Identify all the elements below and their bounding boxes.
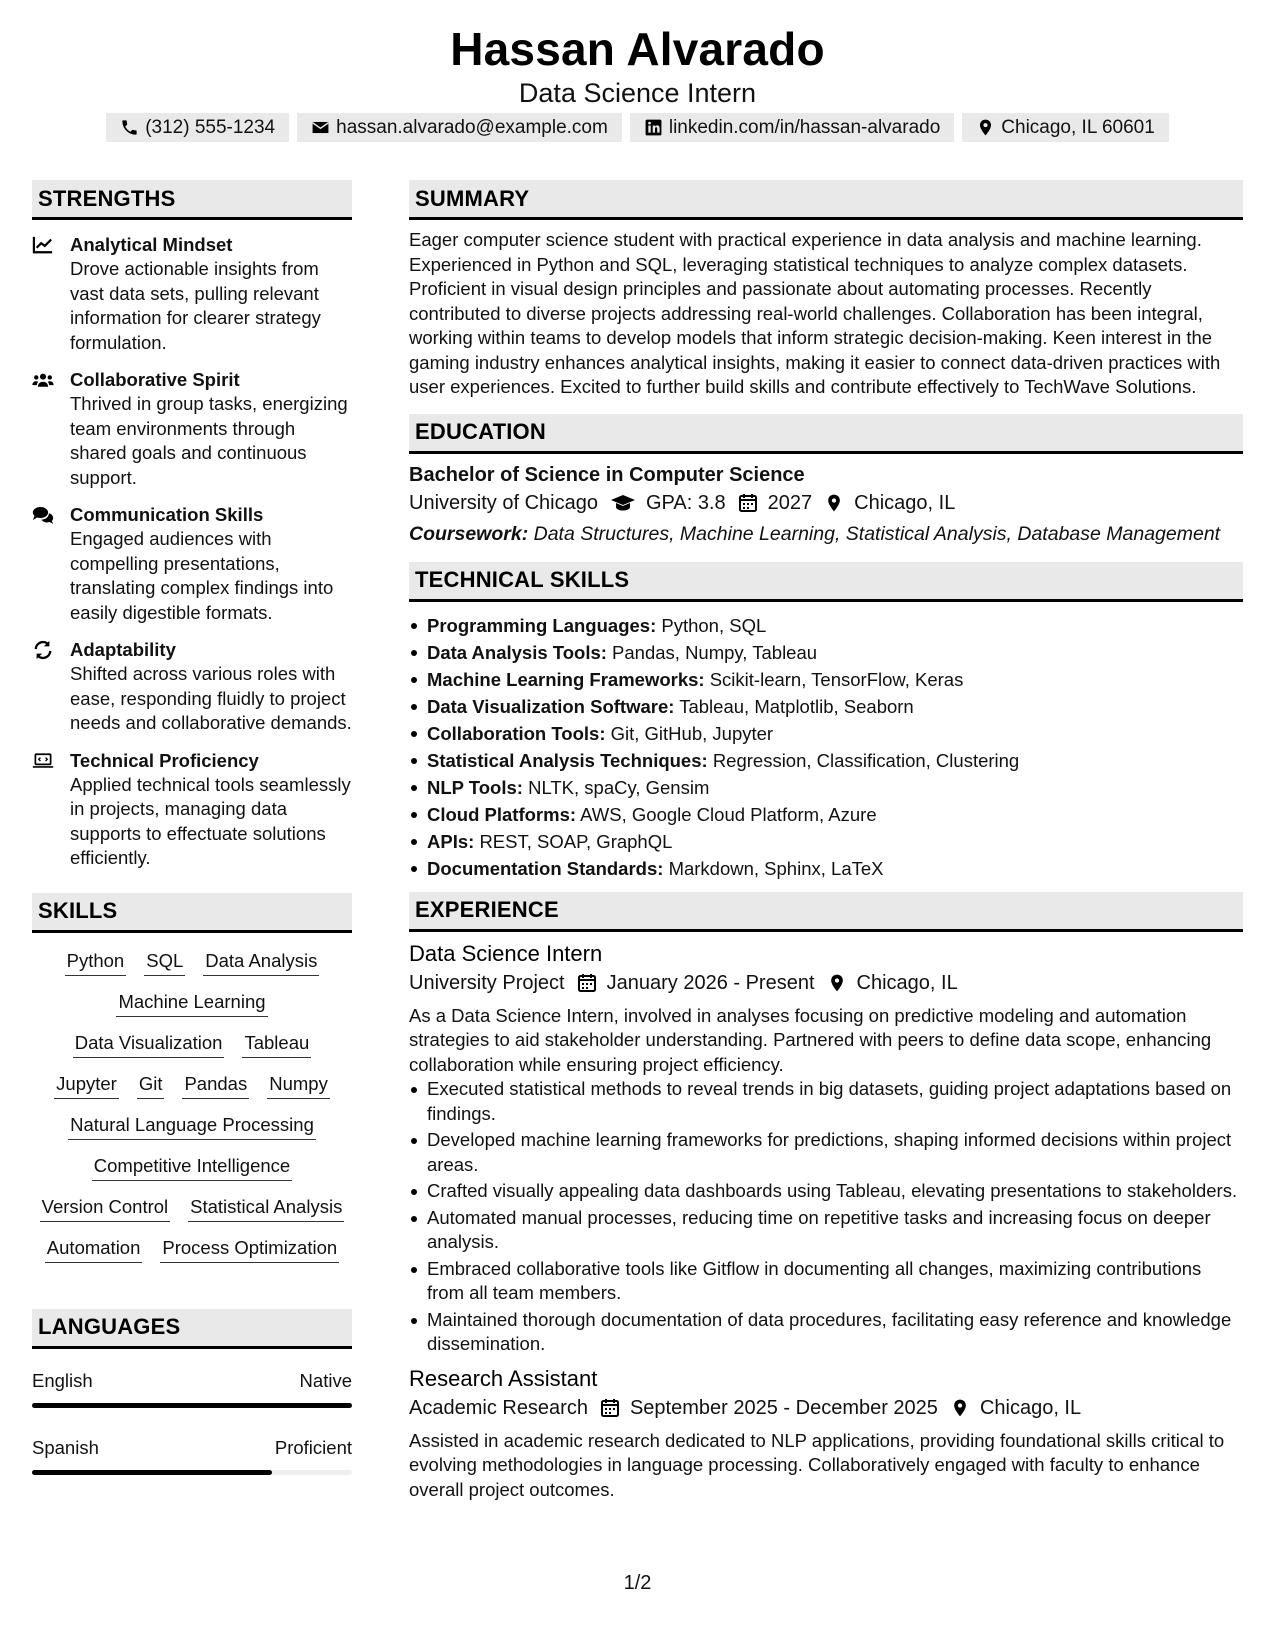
technical-skill-value: NLTK, spaCy, Gensim	[528, 776, 710, 798]
job-entry	[409, 940, 1243, 1357]
technical-skill-value: Git, GitHub, Jupyter	[610, 722, 774, 744]
skill-row	[32, 988, 352, 1017]
job-description: As a Data Science Intern, involved in analyses focusing on predictive modeling and automation strategies to aid stakeholder understanding. Partnered with peers to define data scope, enhancing collaboration while ensuring project efficiency.	[409, 1004, 1212, 1075]
skill-tag: Git	[137, 1070, 165, 1099]
location-text: Chicago, IL 60601	[1001, 116, 1155, 138]
job-bullets	[409, 1077, 1243, 1357]
job-entry	[409, 1365, 1243, 1503]
job-bullet: Developed machine learning frameworks for predictions, shaping informed decisions within project areas.	[409, 1128, 1243, 1177]
job-bullet: Automated manual processes, reducing time on repetitive tasks and increasing focus on deeper analysis.	[409, 1206, 1243, 1255]
language-name: English	[32, 1369, 93, 1391]
strength-title: Analytical Mindset	[70, 234, 233, 255]
strength-item	[32, 368, 352, 490]
phone-icon	[120, 118, 139, 137]
language-name: Spanish	[32, 1436, 99, 1458]
skill-row	[32, 1234, 352, 1263]
strength-desc: Thrived in group tasks, energizing team environments through shared goals and continuous support.	[70, 393, 348, 488]
map-marker-icon	[976, 118, 995, 137]
graduation-cap-icon	[610, 493, 636, 513]
language-bar-fill	[32, 1403, 352, 1408]
linkedin-text: linkedin.com/in/hassan-alvarado	[668, 116, 941, 138]
skill-tag: Version Control	[40, 1193, 170, 1222]
skills-list	[32, 947, 352, 1263]
job-description: Assisted in academic research dedicated to NLP applications, providing foundational skills critical to evolving methodologies in language processing. Collaboratively engaged with faculty to enhance overall project outcomes.	[409, 1429, 1225, 1500]
job-meta	[409, 1393, 1243, 1423]
language-level: Proficient	[274, 1436, 352, 1458]
technical-skill-label: Statistical Analysis Techniques:	[427, 749, 708, 771]
language-level: Native	[299, 1369, 352, 1391]
skill-tag: Machine Learning	[116, 988, 267, 1017]
skills-heading: SKILLS	[32, 893, 352, 933]
strength-item	[32, 233, 352, 355]
skill-row	[32, 1029, 352, 1058]
technical-skill-label: Machine Learning Frameworks:	[427, 668, 705, 690]
left-column	[32, 180, 352, 1475]
technical-skill-value: REST, SOAP, GraphQL	[479, 830, 673, 852]
education-year: 2027	[767, 491, 813, 514]
job-dates: September 2025 - December 2025	[629, 1396, 938, 1419]
language-item	[32, 1436, 352, 1475]
technical-skill-label: Collaboration Tools:	[427, 722, 606, 744]
technical-skill-label: Cloud Platforms:	[427, 803, 577, 825]
technical-skill-label: Data Analysis Tools:	[427, 641, 607, 663]
job-bullet: Crafted visually appealing data dashboards using Tableau, elevating presentations to stakeholders.	[409, 1179, 1243, 1204]
linkedin-icon	[644, 118, 663, 137]
summary-heading: SUMMARY	[409, 180, 1243, 220]
contact-linkedin[interactable]	[630, 113, 954, 142]
language-bar	[32, 1403, 352, 1408]
contact-location	[962, 113, 1169, 142]
strength-item	[32, 638, 352, 736]
job-bullet: Executed statistical methods to reveal trends in big datasets, guiding project adaptations based on findings.	[409, 1077, 1243, 1126]
coursework-list: Data Structures, Machine Learning, Statistical Analysis, Database Management	[533, 522, 1221, 545]
map-marker-icon	[824, 493, 844, 513]
strength-desc: Shifted across various roles with ease, responding fluidly to project needs and collaborative demands.	[70, 663, 352, 733]
technical-skill-item	[409, 774, 1243, 801]
right-column	[409, 180, 1243, 1502]
strength-title: Adaptability	[70, 639, 176, 660]
map-marker-icon	[827, 973, 847, 993]
technical-skill-label: Data Visualization Software:	[427, 695, 675, 717]
technical-skill-item	[409, 612, 1243, 639]
envelope-icon	[311, 118, 330, 137]
email-text: hassan.alvarado@example.com	[336, 116, 608, 138]
skill-tag: Jupyter	[54, 1070, 119, 1099]
skill-row	[32, 1152, 352, 1181]
strengths-heading: STRENGTHS	[32, 180, 352, 220]
technical-skill-item	[409, 801, 1243, 828]
sync-icon	[32, 640, 54, 660]
job-location: Chicago, IL	[856, 971, 958, 994]
job-org: University Project	[409, 971, 565, 994]
skill-tag: Automation	[45, 1234, 143, 1263]
technical-skill-value: Tableau, Matplotlib, Seaborn	[679, 695, 914, 717]
technical-skill-value: Markdown, Sphinx, LaTeX	[668, 857, 884, 879]
job-title: Data Science Intern	[409, 940, 603, 966]
technical-skills-heading: TECHNICAL SKILLS	[409, 562, 1243, 602]
education-coursework	[409, 522, 1243, 546]
technical-skill-item	[409, 828, 1243, 855]
job-bullet: Maintained thorough documentation of data procedures, facilitating easy reference and knowledge dissemination.	[409, 1308, 1243, 1357]
skill-tag: Tableau	[242, 1029, 311, 1058]
laptop-code-icon	[32, 751, 54, 771]
comments-icon	[32, 505, 54, 525]
technical-skill-item	[409, 693, 1243, 720]
language-bar	[32, 1470, 352, 1475]
job-org: Academic Research	[409, 1396, 588, 1419]
skill-tag: Numpy	[267, 1070, 330, 1099]
users-icon	[32, 370, 54, 390]
calendar-icon	[577, 973, 597, 993]
contact-phone[interactable]	[106, 113, 289, 142]
strength-item	[32, 503, 352, 625]
education-location: Chicago, IL	[854, 491, 956, 514]
strength-title: Technical Proficiency	[70, 749, 259, 771]
technical-skill-label: APIs:	[427, 830, 475, 852]
candidate-name: Hassan Alvarado	[450, 23, 825, 75]
technical-skill-label: Documentation Standards:	[427, 857, 664, 879]
education-school: University of Chicago	[409, 491, 598, 514]
calendar-icon	[600, 1398, 620, 1418]
education-meta	[409, 488, 1243, 518]
education-heading: EDUCATION	[409, 414, 1243, 454]
technical-skill-label: Programming Languages:	[427, 614, 657, 636]
chart-line-icon	[32, 235, 54, 255]
language-bar-fill	[32, 1470, 272, 1475]
technical-skill-value: Python, SQL	[661, 614, 767, 636]
skill-tag: Pandas	[182, 1070, 249, 1099]
skill-tag: Data Visualization	[73, 1029, 225, 1058]
skill-tag: Process Optimization	[160, 1234, 339, 1263]
map-marker-icon	[950, 1398, 970, 1418]
skill-row	[32, 1070, 352, 1099]
technical-skill-item	[409, 666, 1243, 693]
job-location: Chicago, IL	[979, 1396, 1082, 1419]
calendar-icon	[738, 493, 758, 513]
technical-skill-label: NLP Tools:	[427, 776, 523, 798]
page-number: 1/2	[623, 1572, 652, 1594]
strength-desc: Engaged audiences with compelling presentations, translating complex findings into easily digestible formats.	[70, 528, 334, 623]
education-degree: Bachelor of Science in Computer Science	[409, 463, 805, 486]
technical-skills-list	[409, 612, 1243, 882]
skill-row	[32, 1193, 352, 1222]
summary-text: Eager computer science student with practical experience in data analysis and machine learning. Experienced in Python and SQL, leveraging statistical techniques to analyze complex datasets. Proficient in visual design principles and passionate about automating processes. Recently contributed to diverse projects addressing real-world challenges. Collaboration has been integral, working within teams to develop models that inform strategic decision-making. Keen interest in the gaming industry enhances analytical insights, making it easier to connect data-driven practices with user experiences. Excited to further build skills and contribute effectively to TechWave Solutions.	[409, 229, 1221, 397]
technical-skill-item	[409, 639, 1243, 666]
skill-tag: Data Analysis	[203, 947, 319, 976]
technical-skill-value: AWS, Google Cloud Platform, Azure	[580, 803, 877, 825]
languages-heading: LANGUAGES	[32, 1309, 352, 1349]
strength-title: Communication Skills	[70, 504, 264, 525]
strength-desc: Drove actionable insights from vast data sets, pulling relevant information for clearer strategy formulation.	[70, 258, 321, 353]
experience-heading: EXPERIENCE	[409, 892, 1243, 932]
phone-text: (312) 555-1234	[145, 116, 276, 138]
strength-title: Collaborative Spirit	[70, 369, 240, 390]
contact-email[interactable]	[297, 113, 622, 142]
skill-tag: Statistical Analysis	[188, 1193, 344, 1222]
contact-bar	[0, 113, 1275, 142]
skill-tag: Competitive Intelligence	[92, 1152, 292, 1181]
education-gpa: GPA: 3.8	[645, 491, 726, 514]
technical-skill-item	[409, 855, 1243, 882]
candidate-title: Data Science Intern	[518, 78, 757, 108]
technical-skill-value: Pandas, Numpy, Tableau	[612, 641, 818, 663]
job-dates: January 2026 - Present	[606, 971, 815, 994]
strength-desc: Applied technical tools seamlessly in projects, managing data supports to effectuate solutions efficiently.	[70, 773, 351, 868]
skill-tag: SQL	[144, 947, 185, 976]
job-title: Research Assistant	[409, 1365, 598, 1391]
coursework-label: Coursework:	[409, 522, 529, 545]
technical-skill-item	[409, 720, 1243, 747]
strength-item	[32, 749, 352, 871]
technical-skill-item	[409, 747, 1243, 774]
language-item	[32, 1369, 352, 1408]
skill-tag: Python	[65, 947, 127, 976]
skill-tag: Natural Language Processing	[68, 1111, 316, 1140]
skill-row	[32, 1111, 352, 1140]
job-meta	[409, 968, 1243, 998]
technical-skill-value: Scikit-learn, TensorFlow, Keras	[709, 668, 964, 690]
resume-header	[0, 22, 1275, 108]
technical-skill-value: Regression, Classification, Clustering	[712, 749, 1020, 771]
job-bullet: Embraced collaborative tools like Gitflow in documenting all changes, maximizing contributions from all team members.	[409, 1257, 1243, 1306]
skill-row	[32, 947, 352, 976]
